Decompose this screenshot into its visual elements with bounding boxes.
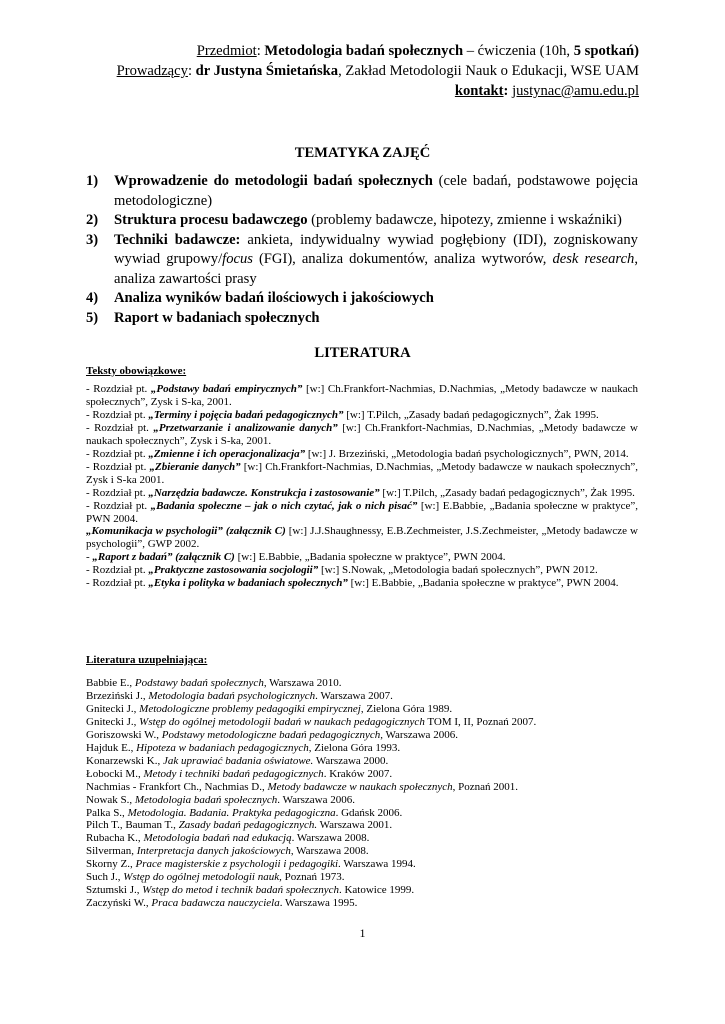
reference-chapter-title: „Komunikacja w psychologii” (załącznik C) bbox=[86, 525, 286, 538]
reference-chapter-title: „Narzędzia badawcze. Konstrukcja i zastosowanie” bbox=[148, 486, 380, 499]
reference-prefix: - Rozdział pt. bbox=[86, 383, 151, 395]
required-reference bbox=[86, 461, 638, 487]
reference-chapter-title: „Zmienne i ich operacjonalizacja” bbox=[148, 447, 306, 460]
supplementary-reference bbox=[86, 755, 638, 768]
lecturer-label: Prowadzący bbox=[116, 63, 188, 79]
topic-item bbox=[86, 211, 638, 231]
reference-publication: . Warszawa 2007. bbox=[315, 689, 393, 702]
reference-source: [w:] T.Pilch, „Zasady badań pedagogicznych”, Żak 1995. bbox=[379, 486, 635, 499]
reference-author: Skorny Z., bbox=[86, 858, 136, 871]
reference-chapter-title: „Przetwarzanie i analizowanie danych” bbox=[153, 421, 338, 434]
reference-publication: , Zielona Góra 1989. bbox=[360, 702, 453, 715]
supplementary-reference bbox=[86, 819, 638, 832]
supplementary-list bbox=[86, 677, 638, 910]
topic-heading: Raport w badaniach społecznych bbox=[114, 309, 320, 326]
reference-chapter-title: „Etyka i polityka w badaniach społecznych” bbox=[148, 577, 348, 590]
topic-text: (cele badań, podstawowe pojęcia metodologiczne) bbox=[114, 173, 638, 209]
reference-book-title: Hipoteza w badaniach pedagogicznych bbox=[136, 741, 309, 754]
topic-item bbox=[86, 289, 638, 309]
topic-number: 5) bbox=[86, 309, 99, 326]
required-reference bbox=[86, 577, 638, 590]
subject-meetings: 5 spotkań) bbox=[573, 43, 639, 59]
topic-text-italic: focus bbox=[222, 251, 253, 267]
reference-publication: , Zielona Góra 1993. bbox=[308, 741, 401, 754]
reference-publication: . Warszawa 1995. bbox=[279, 897, 358, 910]
supplementary-reference bbox=[86, 794, 638, 807]
supplementary-reference bbox=[86, 703, 638, 716]
reference-author: Nachmias - Frankfort Ch., Nachmias D., bbox=[86, 780, 268, 793]
topic-heading: Techniki badawcze: bbox=[114, 231, 241, 248]
reference-book-title: Metodologia badań społecznych bbox=[134, 793, 278, 806]
reference-book-title: Interpretacja danych jakościowych bbox=[136, 845, 291, 858]
reference-chapter-title: „Terminy i pojęcia badań pedagogicznych” bbox=[148, 408, 344, 421]
reference-book-title: Jak uprawiać badania oświatowe. bbox=[162, 754, 314, 767]
reference-publication: , Warszawa 2006. bbox=[380, 728, 458, 741]
lecturer-name: dr Justyna Śmietańska bbox=[195, 63, 339, 79]
reference-publication: , Warszawa 2008. bbox=[290, 845, 369, 858]
reference-publication: , Poznań 1973. bbox=[279, 871, 345, 884]
reference-source: [w:] E.Babbie, „Badania społeczne w praktyce”, PWN 2004. bbox=[86, 499, 638, 525]
subject-suffix: – ćwiczenia (10h, bbox=[463, 43, 574, 59]
reference-author: Gnitecki J., bbox=[86, 702, 140, 715]
supplementary-reference bbox=[86, 729, 638, 742]
reference-publication: . Gdańsk 2006. bbox=[335, 806, 403, 819]
supplementary-reference bbox=[86, 832, 638, 845]
subject-label: Przedmiot bbox=[196, 43, 257, 59]
reference-author: Such J., bbox=[86, 871, 124, 884]
header-lecturer-line: Prowadzący: dr Justyna Śmietańska, Zakład Metodologii Nauk o Edukacji, WSE UAM bbox=[116, 63, 639, 79]
supplementary-reference bbox=[86, 897, 638, 910]
reference-prefix: - Rozdział pt. bbox=[86, 564, 149, 577]
topic-item bbox=[86, 172, 638, 211]
supplementary-reference bbox=[86, 716, 638, 729]
topic-item bbox=[86, 309, 638, 329]
topics-title: TEMATYKA ZAJĘĆ bbox=[294, 145, 431, 161]
reference-book-title: Wstęp do ogólnej metodologii badań w naukach pedagogicznych bbox=[139, 715, 425, 728]
required-reference bbox=[86, 448, 638, 461]
header-contact-line: kontakt: justynac@amu.edu.pl bbox=[454, 83, 639, 99]
topic-heading: Struktura procesu badawczego bbox=[114, 212, 308, 228]
reference-source: [w:] T.Pilch, „Zasady badań pedagogicznych”, Żak 1995. bbox=[343, 408, 599, 421]
reference-chapter-title: „Podstawy badań empirycznych” bbox=[150, 383, 303, 395]
reference-publication: . Warszawa 2006. bbox=[277, 793, 355, 806]
reference-publication: . Kraków 2007. bbox=[323, 767, 393, 780]
required-reference bbox=[86, 525, 638, 551]
reference-author: Nowak S., bbox=[86, 793, 135, 806]
reference-author: Łobocki M., bbox=[86, 767, 144, 780]
required-reference bbox=[86, 409, 638, 422]
supplementary-reference bbox=[86, 871, 638, 884]
reference-author: Pilch T., Bauman T., bbox=[86, 819, 179, 832]
topic-number: 2) bbox=[86, 212, 99, 228]
contact-label: kontakt bbox=[454, 83, 504, 99]
reference-author: Brzeziński J., bbox=[86, 689, 149, 702]
reference-book-title: Podstawy metodologiczne badań pedagogicznych bbox=[161, 728, 381, 741]
reference-author: Silverman, bbox=[86, 845, 137, 858]
required-list bbox=[86, 383, 638, 590]
topic-text: (problemy badawcze, hipotezy, zmienne i wskaźniki) bbox=[307, 212, 622, 228]
reference-source: [w:] J.J.Shaughnessy, E.B.Zechmeister, J.S.Zechmeister, „Metody badawcze w psychologii”, GWP 2002. bbox=[86, 525, 638, 551]
topic-text-italic: desk research bbox=[552, 251, 635, 267]
reference-book-title: Podstawy badań społecznych bbox=[134, 677, 264, 689]
reference-source: [w:] Ch.Frankfort-Nachmias, D.Nachmias, „Metody badawcze w naukach społecznych”, Zysk i S-ka, 2001. bbox=[86, 383, 638, 408]
reference-chapter-title: „Raport z badań” (załącznik C) bbox=[92, 551, 235, 564]
reference-prefix: - Rozdział pt. bbox=[86, 460, 150, 473]
reference-book-title: Metody i techniki badań pedagogicznych bbox=[143, 767, 324, 780]
reference-source: [w:] E.Babbie, „Badania społeczne w praktyce”, PWN 2004. bbox=[234, 551, 506, 564]
supplementary-reference bbox=[86, 768, 638, 781]
supplementary-reference bbox=[86, 690, 638, 703]
supplementary-reference bbox=[86, 742, 638, 755]
reference-publication: Warszawa 2000. bbox=[313, 754, 389, 767]
required-reference bbox=[86, 564, 638, 577]
reference-publication: , Poznań 2001. bbox=[452, 780, 518, 793]
topic-text: ankieta, indywidualny wywiad pogłębiony (IDI), zogniskowany wywiad grupowy/ bbox=[114, 231, 638, 267]
literature-title: LITERATURA bbox=[314, 345, 411, 361]
reference-book-title: Metodologia badań nad edukacją bbox=[143, 832, 292, 845]
topic-number: 3) bbox=[86, 231, 99, 248]
topic-text: , analiza zawartości prasy bbox=[114, 251, 638, 287]
reference-author: Babbie E., bbox=[86, 677, 135, 689]
reference-chapter-title: „Praktyczne zastosowania socjologii” bbox=[148, 564, 319, 577]
reference-author: Hajduk E., bbox=[86, 741, 137, 754]
reference-author: Zaczyński W., bbox=[86, 897, 152, 910]
reference-prefix: - Rozdział pt. bbox=[86, 486, 149, 499]
required-reference bbox=[86, 487, 638, 500]
topic-number: 4) bbox=[86, 290, 99, 306]
reference-prefix: - Rozdział pt. bbox=[86, 421, 154, 434]
page-number: 1 bbox=[359, 926, 366, 940]
reference-source: [w:] J. Brzeziński, „Metodologia badań psychologicznych”, PWN, 2014. bbox=[305, 447, 629, 460]
reference-book-title: Praca badawcza nauczyciela bbox=[151, 897, 280, 910]
supplementary-reference bbox=[86, 845, 638, 858]
reference-publication: TOM I, II, Poznań 2007. bbox=[424, 715, 537, 728]
reference-book-title: Metodologia. Badania. Praktyka pedagogiczna bbox=[127, 806, 336, 819]
reference-publication: . Katowice 1999. bbox=[338, 884, 415, 897]
reference-source: [w:] Ch.Frankfort-Nachmias, D.Nachmias, „Metody badawcze w naukach społecznych”, Zysk i S-ka, 2001. bbox=[86, 421, 638, 447]
reference-book-title: Wstęp do metod i technik badań społecznych bbox=[142, 884, 339, 897]
reference-book-title: Prace magisterskie z psychologii i pedagogiki bbox=[135, 858, 339, 871]
reference-source: [w:] E.Babbie, „Badania społeczne w praktyce”, PWN 2004. bbox=[347, 577, 619, 590]
reference-publication: Warszawa 2001. bbox=[317, 819, 393, 832]
topic-heading: Wprowadzenie do metodologii badań społecznych bbox=[114, 173, 433, 189]
header-subject-line: Przedmiot: Metodologia badań społecznych – ćwiczenia (10h, 5 spotkań) bbox=[196, 43, 639, 59]
reference-book-title: Metodologiczne problemy pedagogiki empirycznej bbox=[139, 702, 361, 715]
reference-chapter-title: „Badania społeczne – jak o nich czytać, jak o nich pisać” bbox=[150, 499, 418, 512]
subject-title: Metodologia badań społecznych bbox=[264, 43, 464, 59]
reference-publication: . Warszawa 1994. bbox=[338, 858, 416, 871]
reference-author: Rubacha K., bbox=[86, 832, 144, 845]
reference-prefix: - bbox=[86, 551, 93, 564]
topic-text: (FGI), analiza dokumentów, analiza wytworów, bbox=[252, 251, 553, 267]
reference-book-title: Zasady badań pedagogicznych. bbox=[178, 819, 318, 832]
required-reference bbox=[86, 551, 638, 564]
supplementary-reference bbox=[86, 858, 638, 871]
reference-book-title: Wstęp do ogólnej metodologii nauk bbox=[123, 871, 280, 884]
reference-author: Palka S., bbox=[86, 806, 128, 819]
reference-chapter-title: „Zbieranie danych” bbox=[149, 460, 241, 473]
topics-list bbox=[86, 172, 638, 328]
required-reference bbox=[86, 500, 638, 526]
reference-source: [w:] Ch.Frankfort-Nachmias, D.Nachmias, „Metody badawcze w naukach społecznych”, Zysk i S-ka 2001. bbox=[86, 460, 638, 486]
reference-prefix: - Rozdział pt. bbox=[86, 408, 149, 421]
required-reference bbox=[86, 383, 638, 409]
required-reference bbox=[86, 422, 638, 448]
supplementary-label: Literatura uzupełniająca: bbox=[86, 654, 208, 666]
lecturer-affiliation: , Zakład Metodologii Nauk o Edukacji, WSE UAM bbox=[338, 63, 639, 79]
required-label: Teksty obowiązkowe: bbox=[86, 365, 187, 377]
supplementary-reference bbox=[86, 677, 638, 690]
reference-prefix: - Rozdział pt. bbox=[86, 447, 149, 460]
contact-email-link[interactable]: justynac@amu.edu.pl bbox=[512, 83, 639, 99]
reference-author: Gnitecki J., bbox=[86, 715, 140, 728]
reference-author: Sztumski J., bbox=[86, 884, 143, 897]
reference-publication: . Warszawa 2008. bbox=[291, 832, 370, 845]
reference-source: [w:] S.Nowak, „Metodologia badań społecznych”, PWN 2012. bbox=[318, 564, 598, 577]
topic-number: 1) bbox=[86, 173, 99, 189]
reference-book-title: Metodologia badań psychologicznych bbox=[148, 689, 316, 702]
supplementary-reference bbox=[86, 884, 638, 897]
reference-publication: , Warszawa 2010. bbox=[263, 677, 342, 689]
reference-book-title: Metody badawcze w naukach społecznych bbox=[267, 780, 453, 793]
reference-prefix: - Rozdział pt. bbox=[86, 499, 151, 512]
reference-author: Konarzewski K., bbox=[86, 754, 163, 767]
topic-heading: Analiza wyników badań ilościowych i jakościowych bbox=[114, 290, 434, 306]
supplementary-reference bbox=[86, 781, 638, 794]
topic-item bbox=[86, 231, 638, 290]
reference-prefix: - Rozdział pt. bbox=[86, 577, 149, 590]
supplementary-reference bbox=[86, 807, 638, 820]
reference-author: Goriszowski W., bbox=[86, 728, 162, 741]
